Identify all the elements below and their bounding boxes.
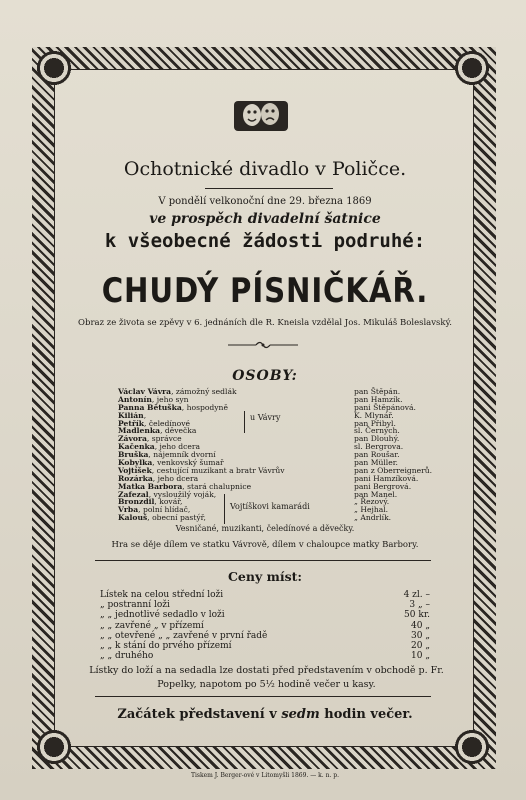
- price-label: „ „ zavřené „ v přízemí: [100, 620, 204, 631]
- role-name: Bruška: [118, 450, 149, 460]
- corner-ornament: [452, 48, 492, 88]
- actor-name: pan Štěpán.: [354, 387, 401, 396]
- corner-ornament: [452, 727, 492, 767]
- repeat-line: k všeobecné žádosti podruhé:: [104, 230, 426, 252]
- role-desc: , vysloužilý voják,: [148, 489, 217, 499]
- price-row: [100, 641, 430, 651]
- play-title: CHUDÝ PÍSNIČKÁŘ.: [101, 271, 429, 311]
- role-desc: , stará chalupnice: [182, 481, 252, 491]
- date-line: V pondělí velkonoční dne 29. března 1869: [158, 196, 372, 207]
- role-name: Václav Vávra: [118, 387, 172, 396]
- role-name: Petřík: [118, 418, 144, 428]
- price-row: [100, 651, 430, 661]
- price-value: 30 „: [411, 630, 430, 641]
- actor-name: pani Štěpánová.: [354, 402, 416, 412]
- price-label: Lístek na celou střední loži: [100, 590, 224, 600]
- role-desc: , čeledínové: [144, 418, 191, 428]
- role-name: Kilián: [118, 410, 144, 420]
- price-value: 4 zl. –: [403, 590, 430, 600]
- role-desc: , venkovský šumař: [152, 458, 224, 468]
- actor-name: pan Roušar.: [354, 450, 400, 460]
- role-name: Matka Barbora: [118, 481, 183, 491]
- price-value: 50 kr.: [404, 610, 430, 621]
- start-hour: sedm: [281, 707, 320, 722]
- role-desc: , hospodyně: [181, 402, 228, 412]
- actor-name: „ Hejhal.: [354, 505, 389, 515]
- printer-footer: Tiskem J. Berger-ové v Litomyšli 1869. — k. n. p.: [190, 772, 340, 779]
- cast-row: [118, 514, 458, 522]
- brace: [224, 494, 225, 524]
- actor-name: „ Andrlík.: [354, 513, 392, 523]
- role-desc: , jeho syn: [151, 394, 189, 404]
- role-desc: , děvečka: [160, 426, 197, 436]
- actor-name: pani Bergrová.: [354, 481, 412, 491]
- role-name: Rozárka: [118, 473, 153, 483]
- actor-name: pani Hamzíková.: [354, 473, 419, 483]
- role-desc: , jeho dcera: [152, 473, 199, 483]
- price-label: „ „ druhého: [100, 651, 154, 662]
- role-desc: , kovář,: [154, 497, 183, 507]
- role-desc: , zámožný sedlák: [171, 387, 237, 396]
- theatre-masks-icon: [232, 95, 290, 135]
- price-label: „ „ otevřené „ „ zavřené v první řadě: [100, 630, 268, 641]
- actor-name: pan Dlouhý.: [354, 434, 400, 444]
- role-name: Zafezal: [118, 489, 149, 499]
- start-pre: Začátek představení v: [117, 707, 277, 722]
- role-name: Antonín: [118, 394, 152, 404]
- actor-name: sl. Černých.: [354, 426, 400, 436]
- role-desc: , správce: [146, 434, 182, 444]
- start-time: [60, 707, 470, 722]
- tickets-note: Lístky do loží a na sedadla lze dostati před představením v obchodě p. Fr. Popelky, napotom po 5½ hodině večer u kasy.: [89, 665, 444, 690]
- price-value: 3 „ –: [409, 600, 430, 611]
- price-label: „ postranní loži: [100, 600, 170, 611]
- actor-name: sl. Bergrova.: [354, 442, 404, 452]
- role-name: Bronzdil: [118, 497, 155, 507]
- actor-name: K. Mlynář.: [354, 410, 394, 420]
- cast-extras: Vesničané, muzikanti, čeledínové a děvečky.: [175, 524, 355, 533]
- setting-note: Hra se děje dílem ve statku Vávrově, dílem v chaloupce matky Barbory.: [111, 540, 419, 550]
- role-name: Madlenka: [118, 426, 161, 436]
- actor-name: pan Müller.: [354, 458, 398, 468]
- role-desc: , polní hlídač,: [138, 505, 191, 515]
- price-label: „ „ k stání do prvého přízemí: [100, 640, 232, 651]
- price-row: [100, 590, 430, 600]
- role-name: Panna Bětuška: [118, 402, 182, 412]
- role-name: Kalouš: [118, 513, 148, 523]
- price-value: 10 „: [411, 651, 430, 662]
- divider: [205, 188, 333, 189]
- price-list: [100, 590, 430, 661]
- flourish-ornament: [226, 340, 300, 350]
- role-name: Vrba: [118, 505, 139, 515]
- brace-label-friends: Vojtíškovi kamarádi: [230, 502, 310, 511]
- actor-name: pan Přibyl.: [354, 418, 396, 428]
- brace-label-vavry: u Vávry: [250, 413, 281, 422]
- corner-ornament: [34, 727, 74, 767]
- benefit-line: ve prospěch divadelní šatnice: [149, 211, 381, 227]
- start-post: hodin večer.: [324, 707, 413, 722]
- role-desc: , obecní pastýř,: [147, 513, 206, 523]
- role-desc: , jeho dcera: [154, 442, 201, 452]
- brace: [244, 411, 245, 433]
- prices-heading: Ceny míst:: [227, 569, 302, 584]
- divider: [95, 560, 431, 561]
- price-row: [100, 600, 430, 610]
- role-desc: ,: [143, 410, 147, 420]
- role-name: Závora: [118, 434, 147, 444]
- price-value: 40 „: [411, 620, 430, 631]
- divider: [95, 696, 431, 697]
- actor-name: pan Manel.: [354, 489, 398, 499]
- actor-name: pan Hamzík.: [354, 394, 403, 404]
- corner-ornament: [34, 48, 74, 88]
- role-desc: , nájemník dvorní: [148, 450, 216, 460]
- price-row: [100, 610, 430, 620]
- role-name: Kobylka: [118, 458, 153, 468]
- role-name: Kačenka: [118, 442, 155, 452]
- actor-name: „ Řezový.: [354, 497, 390, 507]
- theatre-title: Ochotnické divadlo v Poličce.: [123, 158, 407, 180]
- price-label: „ „ jednotlivé sedadlo v loži: [100, 610, 225, 621]
- price-row: [100, 621, 430, 631]
- role-name: Vojtíšek: [118, 465, 152, 475]
- price-value: 20 „: [411, 640, 430, 651]
- role-desc: , cestující muzikant a bratr Vávrův: [151, 465, 285, 475]
- cast-row: [118, 404, 458, 412]
- play-subtitle: Obraz ze života se zpěvy v 6. jednáních dle R. Kneisla vzdělal Jos. Mikuláš Boleslavský.: [78, 318, 452, 328]
- actor-name: pan z Oberreignerů.: [354, 465, 433, 475]
- cast-heading: OSOBY:: [232, 368, 298, 384]
- price-row: [100, 631, 430, 641]
